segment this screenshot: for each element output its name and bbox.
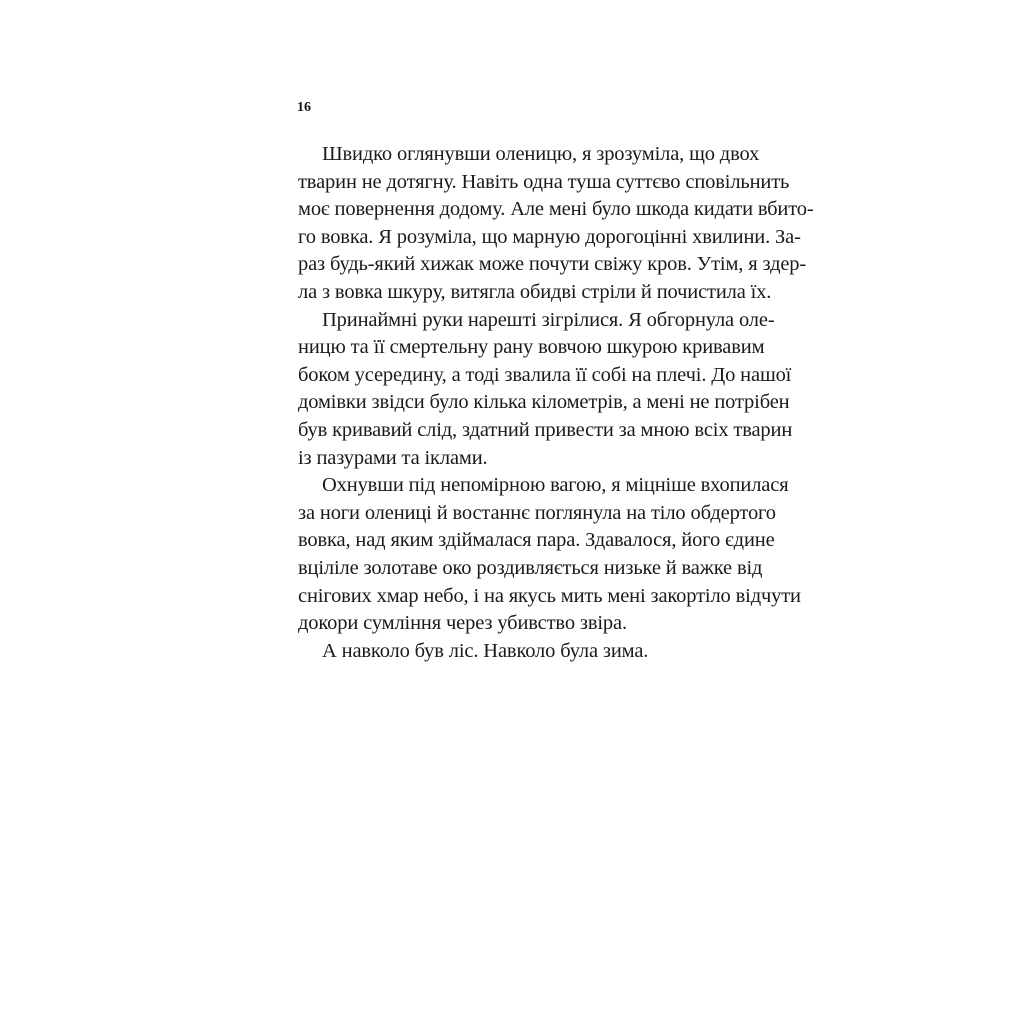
text-line: Охнувши під непомірною вагою, я міцніше вхопилася — [322, 474, 789, 497]
text-line: А навколо був ліс. Навколо була зима. — [322, 639, 649, 662]
text-line: раз будь-який хижак може почути свіжу кров. Утім, я здер- — [298, 253, 807, 276]
paragraph-1 — [298, 141, 814, 307]
paragraph-2 — [298, 307, 793, 473]
body-text — [298, 141, 814, 665]
text-line: домівки звідси було кілька кілометрів, а мені не потрібен — [298, 391, 790, 414]
paragraph-4 — [298, 638, 736, 666]
text-line: за ноги олениці й востаннє поглянула на тіло обдертого — [298, 501, 776, 524]
text-line: Швидко оглянувши оленицю, я зрозуміла, що двох — [322, 143, 760, 165]
page-number: 16 — [297, 100, 311, 115]
text-line: го вовка. Я розуміла, що марную дорогоцінні хвилини. За- — [298, 225, 801, 248]
text-line: ницю та її смертельну рану вовчою шкурою кривавим — [298, 336, 765, 359]
text-line: боком усередину, а тоді звалила її собі на плечі. До нашої — [298, 363, 792, 386]
text-line: снігових хмар небо, і на якусь мить мені закортіло відчути — [298, 584, 801, 607]
text-line: вовка, над яким здіймалася пара. Здавалося, його єдине — [298, 529, 775, 552]
text-line: із пазурами та іклами. — [298, 446, 488, 469]
text-line: моє повернення додому. Але мені було шкода кидати вбито- — [298, 198, 814, 221]
paragraph-3 — [298, 472, 801, 638]
text-line: ла з вовка шкуру, витягла обидві стріли й почистила їх. — [298, 280, 772, 303]
text-line: вціліле золотаве око роздивляється низьке й важке від — [298, 556, 763, 579]
text-line: докори сумління через убивство звіра. — [298, 612, 627, 635]
text-line: тварин не дотягну. Навіть одна туша суттєво сповільнить — [298, 170, 790, 193]
text-line: був кривавий слід, здатний привести за мною всіх тварин — [298, 418, 793, 441]
text-line: Принаймні руки нарешті зігрілися. Я обгорнула оле- — [322, 308, 775, 331]
